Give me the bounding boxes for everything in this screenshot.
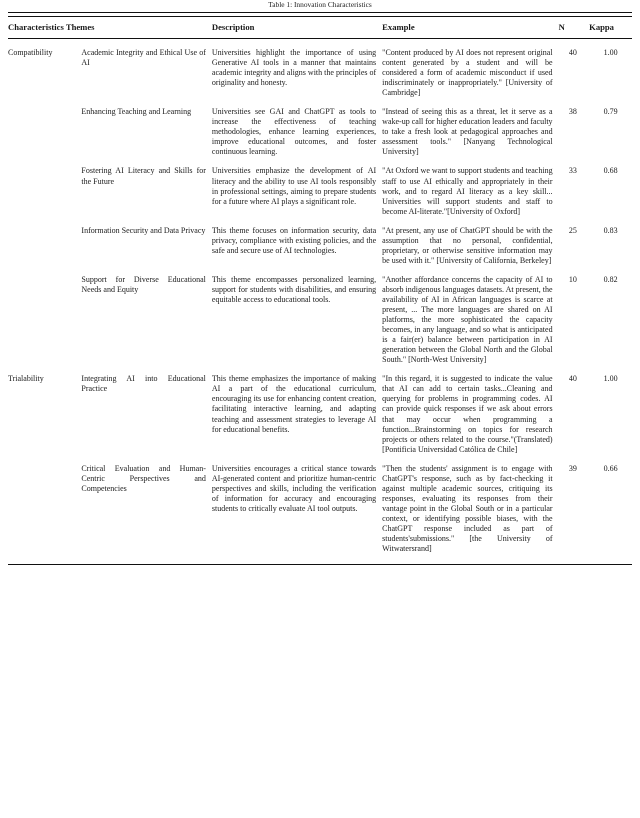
cell-theme xyxy=(81,374,212,463)
cell-theme xyxy=(81,39,212,108)
table-row xyxy=(8,464,632,563)
cell-kappa-text: 0.66 xyxy=(603,463,618,473)
cell-kappa xyxy=(589,166,632,225)
cell-example xyxy=(382,226,558,275)
cell-example xyxy=(382,374,558,463)
cell-example-text: "In this regard, it is suggested to indicate the value that AI can add to certain tasks...Cleaning and querying for problems in programming codes. AI can provide quick responses if we ask about errors that may occur when programming a function...Brainstorming on topics for research projects or others related to the course."(Translated) [Pontificia Universidad Católica de Chile] xyxy=(382,374,553,454)
cell-description-text: Universities encourages a critical stance towards AI-generated content and prioritize human-centric perspectives and skills, including the verification of information for accuracy and encouraging students to critically evaluate AI tool outputs. xyxy=(211,463,377,513)
cell-example xyxy=(382,39,558,108)
table-row xyxy=(8,275,632,374)
cell-theme-text: Critical Evaluation and Human-Centric Perspectives and Competencies xyxy=(81,463,206,493)
cell-example-text: "At present, any use of ChatGPT should be with the assumption that no personal, confidential, proprietary, or otherwise sensitive information may be used with it." [University of California, Berkeley] xyxy=(382,225,553,265)
cell-example-text: "Content produced by AI does not represent original content generated by a student and will be considered a form of academic misconduct if used indiscriminately or inappropriately." [University of Cambridge] xyxy=(382,48,553,98)
cell-kappa xyxy=(589,107,632,166)
cell-n xyxy=(559,39,590,108)
cell-kappa xyxy=(589,39,632,108)
column-header-description: Description xyxy=(212,17,382,39)
table-row xyxy=(8,39,632,108)
cell-kappa-text: 1.00 xyxy=(603,374,618,384)
cell-characteristic-text: Trialability xyxy=(8,374,44,384)
column-header-characteristics: Characteristics Themes xyxy=(8,17,212,39)
cell-example-text: "Then the students' assignment is to engage with ChatGPT's response, such as by fact-checking it against multiple academic sources, critiquing its responses, evaluating its responses from their vantage point in the Global South or in a particular context, or identifying possible biases, with the ChatGPT response included as part of students'submissions." [the University of Witwatersrand] xyxy=(382,463,553,554)
cell-n-text: 10 xyxy=(568,274,577,284)
cell-characteristic xyxy=(8,226,81,275)
cell-kappa-text: 0.82 xyxy=(603,274,618,284)
cell-kappa xyxy=(589,464,632,563)
cell-theme xyxy=(81,275,212,374)
table-header-row xyxy=(8,17,632,39)
cell-theme-text: Enhancing Teaching and Learning xyxy=(81,107,192,117)
table-row xyxy=(8,374,632,463)
cell-n xyxy=(559,275,590,374)
cell-n-text: 40 xyxy=(568,48,577,57)
cell-example-text: "Another affordance concerns the capacity of AI to absorb indigenous languages datasets. At present, the availability of AI in African languages is scarce at present, ... The more languages are shared on AI platforms, the more sophisticated the capacity becomes, in any language, and so what is anticipated is a fair(er) balance between participation in AI generation between the Global North and the Global South." [North-West University] xyxy=(382,274,553,365)
column-header-example: Example xyxy=(382,17,558,39)
column-header-n: N xyxy=(559,17,590,39)
cell-n xyxy=(559,166,590,225)
cell-description xyxy=(212,107,382,166)
table-header xyxy=(8,13,632,39)
cell-description-text: This theme emphasizes the importance of making AI a part of the educational curriculum, encouraging its use for enhancing content creation, facilitating interactive learning, and adapting teaching and assessment strategies to leverage AI for educational benefits. xyxy=(211,374,377,434)
cell-description xyxy=(212,166,382,225)
cell-theme-text: Integrating AI into Educational Practice xyxy=(81,374,206,394)
cell-characteristic xyxy=(8,166,81,225)
cell-example xyxy=(382,275,558,374)
cell-theme xyxy=(81,226,212,275)
cell-n xyxy=(559,226,590,275)
cell-characteristic xyxy=(8,39,81,108)
cell-description-text: This theme encompasses personalized learning, support for students with disabilities, and ensuring equitable access to educational tools. xyxy=(211,274,377,304)
cell-theme xyxy=(81,464,212,563)
cell-characteristic xyxy=(8,107,81,166)
cell-n-text: 25 xyxy=(568,225,577,235)
cell-kappa xyxy=(589,226,632,275)
table-row xyxy=(8,166,632,225)
cell-theme xyxy=(81,166,212,225)
cell-description xyxy=(212,464,382,563)
cell-characteristic xyxy=(8,374,81,463)
cell-description xyxy=(212,226,382,275)
cell-description xyxy=(212,374,382,463)
cell-characteristic-text: Compatibility xyxy=(8,48,53,57)
table-row xyxy=(8,107,632,166)
cell-example xyxy=(382,166,558,225)
cell-kappa-text: 0.68 xyxy=(603,166,618,176)
cell-kappa-text: 1.00 xyxy=(603,48,618,57)
cell-theme xyxy=(81,107,212,166)
cell-characteristic xyxy=(8,464,81,563)
cell-n-text: 40 xyxy=(568,374,577,384)
cell-description-text: This theme focuses on information security, data privacy, compliance with existing policies, and the safe and secure use of AI technologies. xyxy=(211,225,377,255)
cell-n xyxy=(559,107,590,166)
cell-kappa xyxy=(589,275,632,374)
cell-example-text: "Instead of seeing this as a threat, let it serve as a wake-up call for higher education leaders and faculty to take a fresh look at pedagogical approaches and assessment tools." [Nanyang Technological University] xyxy=(382,107,553,157)
cell-n-text: 38 xyxy=(568,107,577,117)
cell-n xyxy=(559,374,590,463)
cell-description-text: Universities highlight the importance of using Generative AI tools in a manner that maintains academic integrity and aligns with the principles of originality and honesty. xyxy=(211,48,377,88)
cell-n-text: 33 xyxy=(568,166,577,176)
cell-description-text: Universities emphasize the development of AI literacy and the ability to use AI tools responsibly in professional settings, aiming to prepare students for a future where AI plays a significant role. xyxy=(211,166,377,206)
cell-theme-text: Academic Integrity and Ethical Use of AI xyxy=(81,48,206,68)
cell-example xyxy=(382,107,558,166)
column-header-kappa: Kappa xyxy=(589,17,632,39)
cell-description xyxy=(212,39,382,108)
cell-theme-text: Information Security and Data Privacy xyxy=(81,225,206,235)
table-row xyxy=(8,226,632,275)
table-caption: Table 1: Innovation Characteristics xyxy=(268,0,372,9)
cell-theme-text: Fostering AI Literacy and Skills for the Future xyxy=(81,166,206,186)
cell-kappa-text: 0.83 xyxy=(603,225,618,235)
cell-theme-text: Support for Diverse Educational Needs and Equity xyxy=(81,274,206,294)
cell-n xyxy=(559,464,590,563)
cell-characteristic xyxy=(8,275,81,374)
cell-example-text: "At Oxford we want to support students and teaching staff to use AI ethically and appropriately in their work, and to regard AI literacy as a key skill... Universities will support students and staff to become AI-literate."[University of Oxford] xyxy=(382,166,553,216)
cell-description xyxy=(212,275,382,374)
cell-example xyxy=(382,464,558,563)
cell-description-text: Universities see GAI and ChatGPT as tools to increase the effectiveness of teaching methodologies, enhance learning experiences, improve educational outcomes, and foster continuous learning. xyxy=(211,107,377,157)
cell-kappa-text: 0.79 xyxy=(603,107,618,117)
innovation-characteristics-table xyxy=(8,12,632,563)
cell-n-text: 39 xyxy=(568,463,577,473)
cell-kappa xyxy=(589,374,632,463)
table-bottom-rule xyxy=(8,564,632,565)
table-body xyxy=(8,39,632,564)
